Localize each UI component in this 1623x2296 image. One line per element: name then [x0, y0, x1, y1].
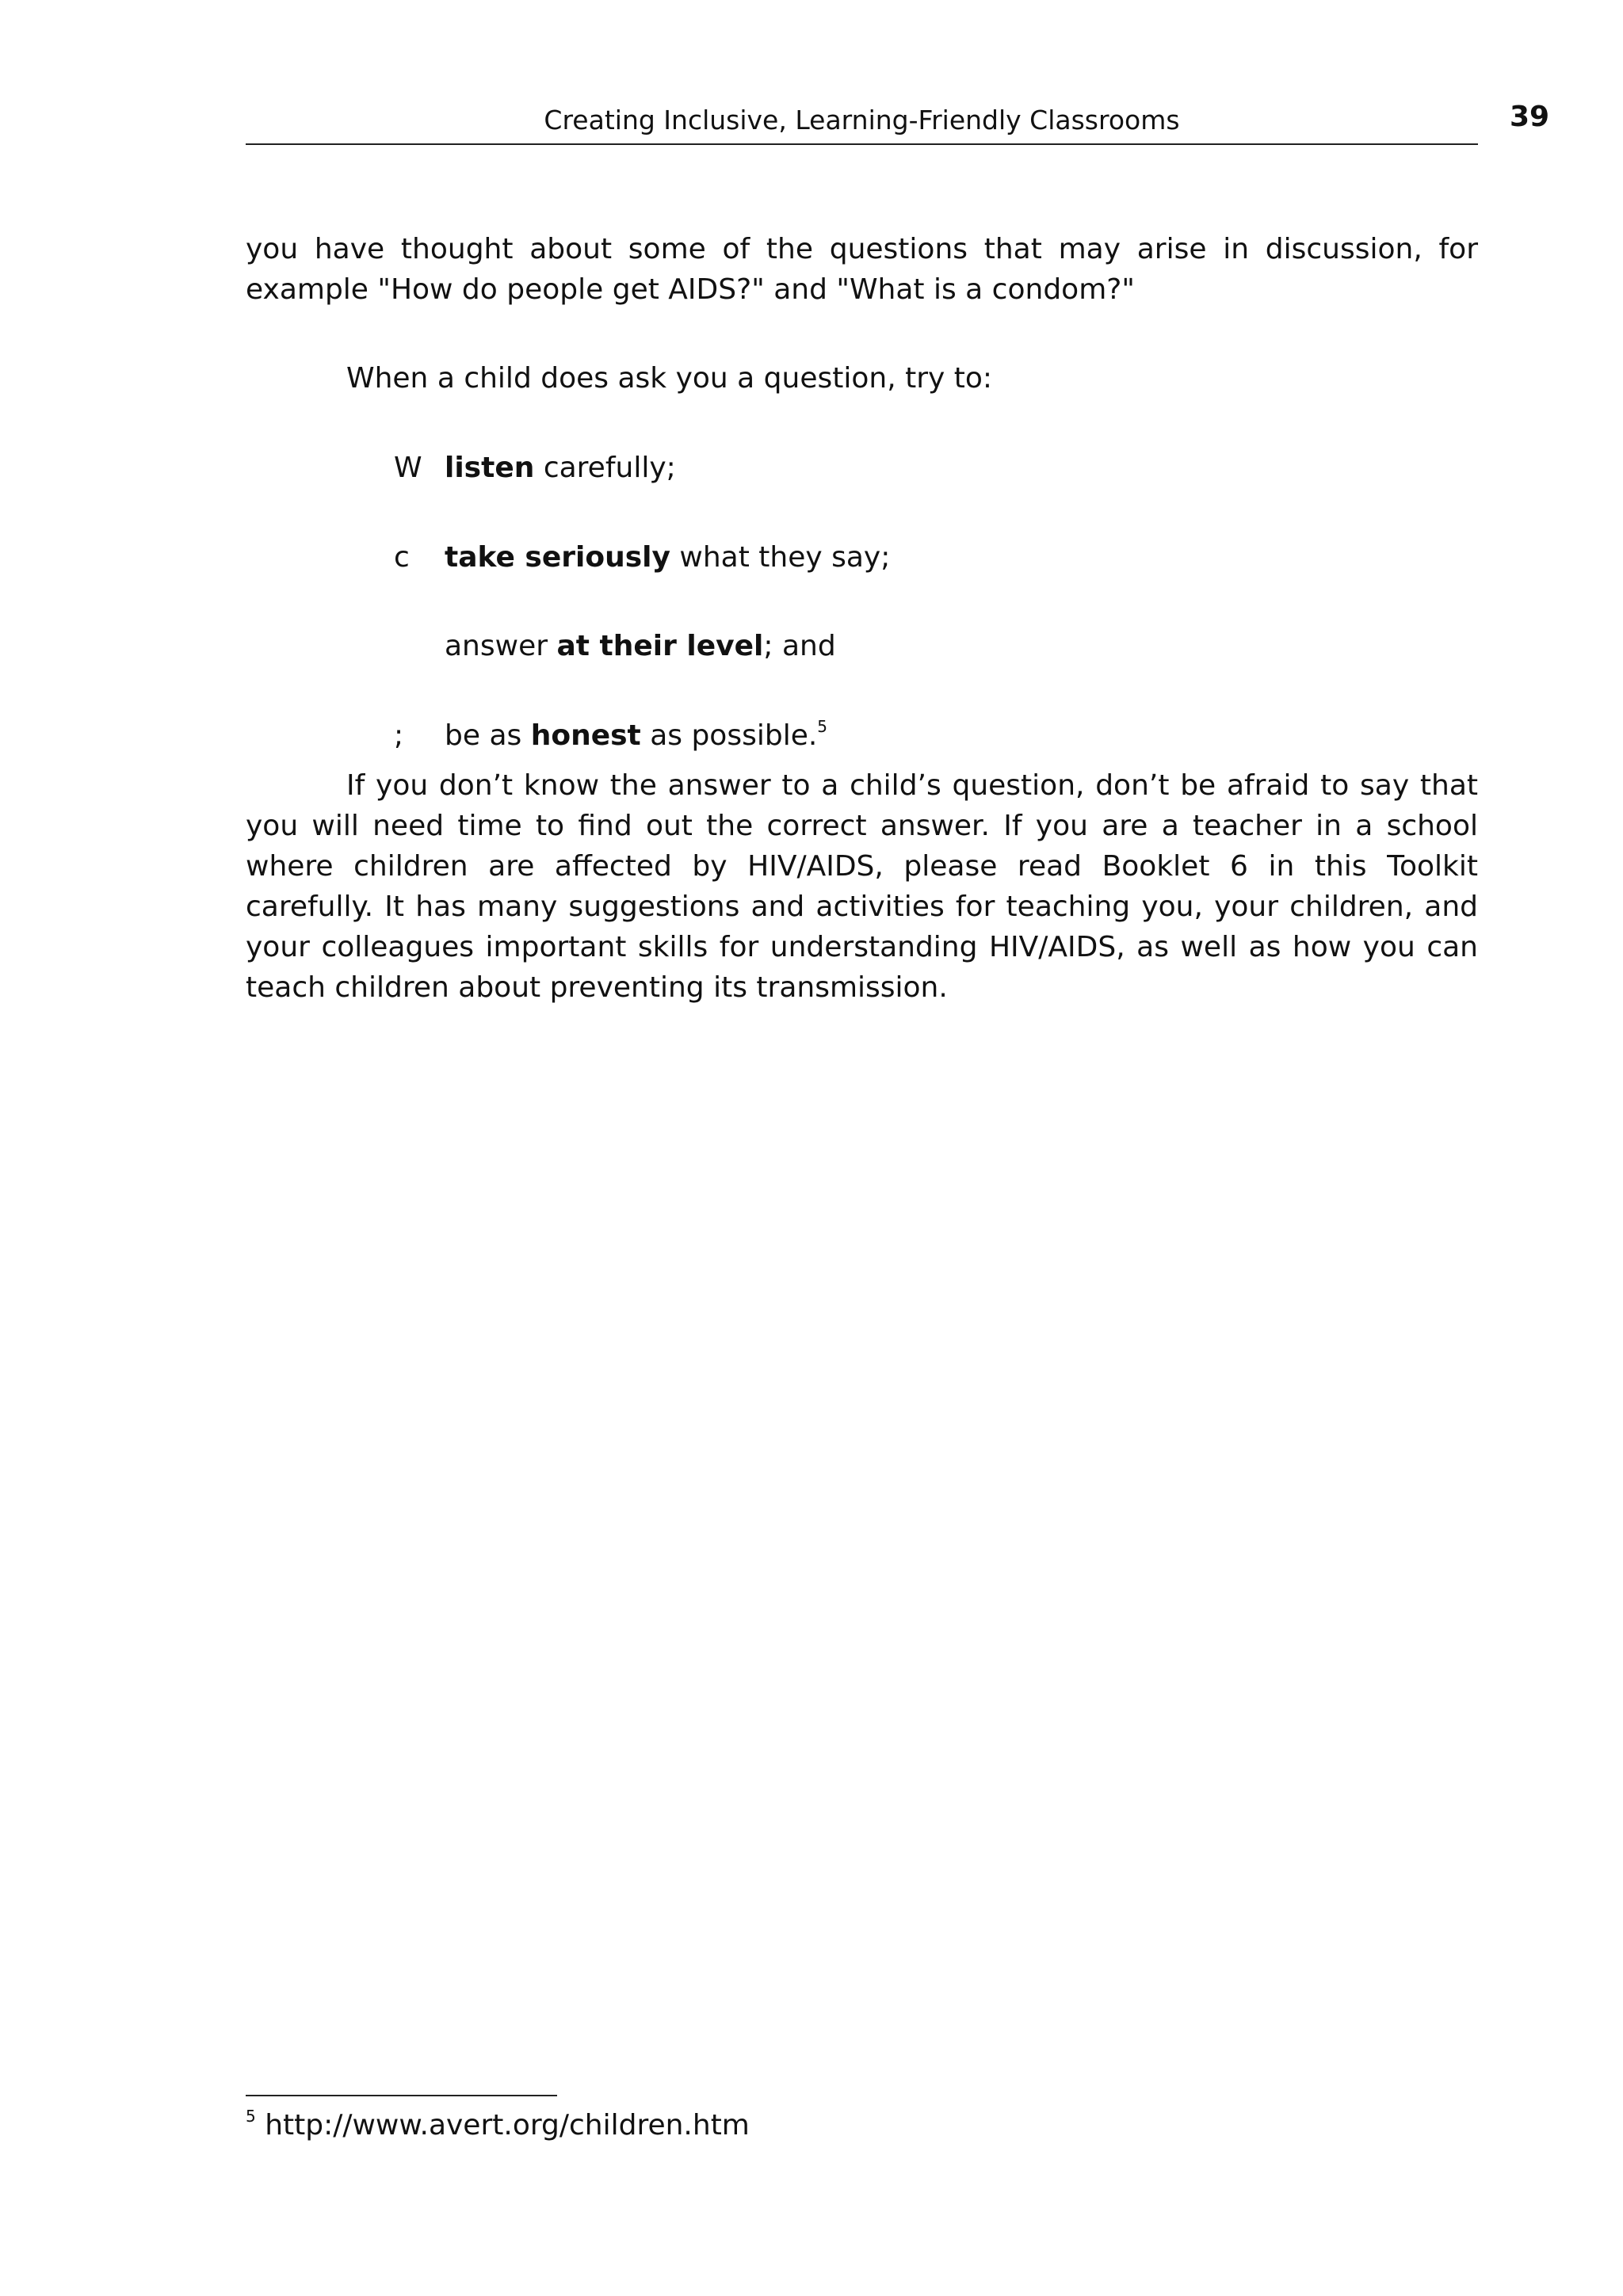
list-item-pre: answer [445, 630, 557, 662]
list-item-post: ; and [763, 630, 836, 662]
header-rule [246, 143, 1478, 145]
list-item-text [445, 448, 676, 488]
list-item-text [445, 715, 827, 756]
list-item-post: carefully; [534, 452, 676, 484]
page-number: 39 [1510, 101, 1550, 133]
footnote [246, 2107, 750, 2144]
list-item-bold: take seriously [445, 541, 670, 574]
footnote-url[interactable]: http://www.avert.org/children.htm [265, 2109, 750, 2142]
list-item-text [445, 537, 890, 578]
footnote-rule [246, 2095, 557, 2096]
list-item-bold: at their level [556, 630, 764, 662]
running-header-title: Creating Inclusive, Learning-Friendly Classrooms [544, 105, 1180, 135]
list-item-post: what they say; [670, 541, 891, 574]
footnote-number: 5 [246, 2107, 256, 2126]
list-item-text [445, 626, 836, 666]
paragraph-hiv-aids: If you don’t know the answer to a child’s question, don’t be afraid to say that you will need time to find out the correct answer. If you are a teacher in a school where children are affected by HIV/AIDS, please read Booklet 6 in this Toolkit carefully. It has many suggestions and activities for teaching you, your children, and your colleagues important skills for understanding HIV/AIDS, as well as how you can teach children about preventing its transmission. [246, 769, 1478, 1004]
list-lead-in: When a child does ask you a question, try to: [346, 362, 993, 395]
list-item-bold: honest [530, 719, 641, 752]
bullet-marker: W [394, 452, 422, 484]
footnote-reference: 5 [817, 717, 828, 736]
bullet-marker: c [394, 541, 410, 574]
bullet-marker: ; [394, 719, 404, 752]
paragraph-intro: you have thought about some of the questions that may arise in discussion, for example "How do people get AIDS?" and "What is a condom?" [246, 233, 1478, 306]
list-item-bold: listen [445, 452, 535, 484]
list-item-post: as possible. [640, 719, 818, 752]
list-item-pre: be as [445, 719, 531, 752]
